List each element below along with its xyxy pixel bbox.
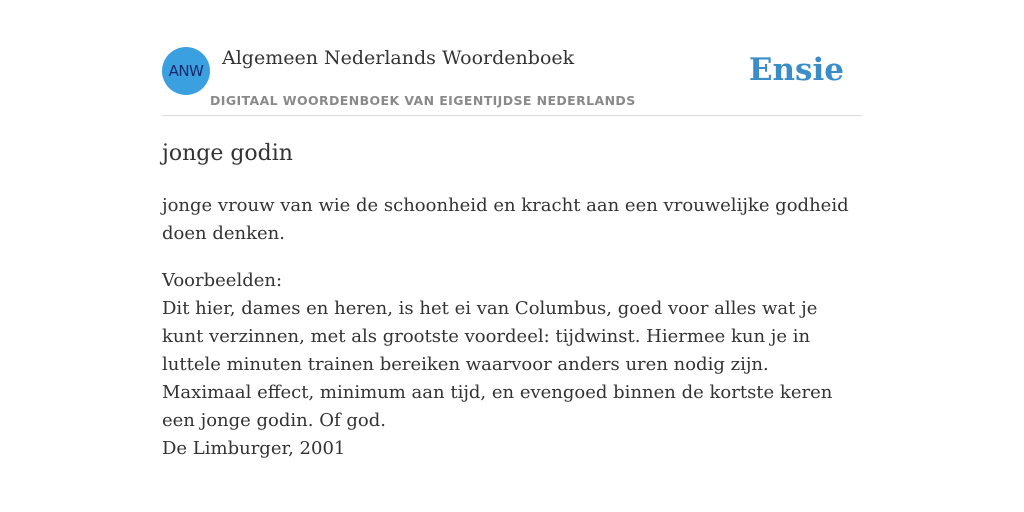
example-text: Dit hier, dames en heren, is het ei van Columbus, goed voor alles wat je kunt verzinnen, met als grootste voordeel: tijdwinst. Hiermee kun je in luttele minuten trainen bereiken waarvoor anders uren nodig zijn. Maximaal effect, minimum aan tijd, en evengoed binnen de kortste keren een jonge godin. Of god. [162,298,833,431]
site-subtitle: DIGITAAL WOORDENBOEK VAN EIGENTIJDSE NEDERLANDS [210,93,636,108]
entry-definition: jonge vrouw van wie de schoonheid en kracht aan een vrouwelijke godheid doen denken. [162,195,849,244]
example-source: De Limburger, 2001 [162,438,346,459]
page-container [162,0,862,512]
examples-label: Voorbeelden: [162,270,283,291]
anw-logo[interactable]: ANW [162,47,210,95]
site-title[interactable]: Algemeen Nederlands Woordenboek [222,47,575,69]
ensie-brand-link[interactable]: Ensie [748,52,844,88]
header-divider [162,115,862,116]
entry-headword: jonge godin [162,141,293,166]
examples-section [162,267,862,463]
